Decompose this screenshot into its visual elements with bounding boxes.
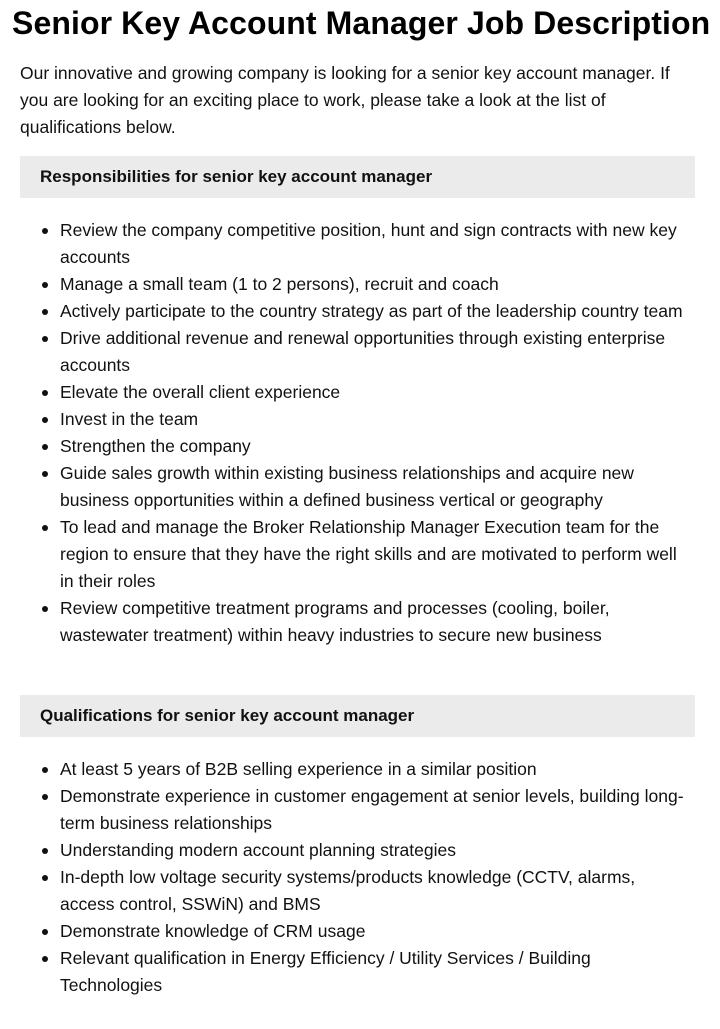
- qualifications-list: [20, 756, 692, 999]
- responsibilities-heading: Responsibilities for senior key account manager: [20, 156, 695, 198]
- list-item: To lead and manage the Broker Relationship Manager Execution team for the region to ensure that they have the right skills and are motivated to perform well in their roles: [60, 514, 692, 595]
- responsibilities-list: [20, 217, 692, 649]
- list-item: Drive additional revenue and renewal opportunities through existing enterprise accounts: [60, 325, 692, 379]
- list-item: Understanding modern account planning strategies: [60, 837, 692, 864]
- intro-paragraph: Our innovative and growing company is looking for a senior key account manager. If you are looking for an exciting place to work, please take a look at the list of qualifications below.: [20, 63, 670, 137]
- list-item: In-depth low voltage security systems/products knowledge (CCTV, alarms, access control, SSWiN) and BMS: [60, 864, 692, 918]
- list-item: Relevant qualification in Energy Efficiency / Utility Services / Building Technologies: [60, 945, 692, 999]
- list-item: Review the company competitive position, hunt and sign contracts with new key accounts: [60, 217, 692, 271]
- list-item: Demonstrate knowledge of CRM usage: [60, 918, 692, 945]
- list-item: Demonstrate experience in customer engagement at senior levels, building long-term business relationships: [60, 783, 692, 837]
- list-item: Manage a small team (1 to 2 persons), recruit and coach: [60, 271, 692, 298]
- list-item: Review competitive treatment programs and processes (cooling, boiler, wastewater treatment) within heavy industries to secure new business: [60, 595, 692, 649]
- list-item: Invest in the team: [60, 406, 692, 433]
- list-item: Strengthen the company: [60, 433, 692, 460]
- list-item: Actively participate to the country strategy as part of the leadership country team: [60, 298, 692, 325]
- list-item: Guide sales growth within existing business relationships and acquire new business opportunities within a defined business vertical or geography: [60, 460, 692, 514]
- page-title: Senior Key Account Manager Job Description: [12, 5, 711, 41]
- list-item: Elevate the overall client experience: [60, 379, 692, 406]
- list-item: At least 5 years of B2B selling experience in a similar position: [60, 756, 692, 783]
- qualifications-heading: Qualifications for senior key account manager: [20, 695, 695, 737]
